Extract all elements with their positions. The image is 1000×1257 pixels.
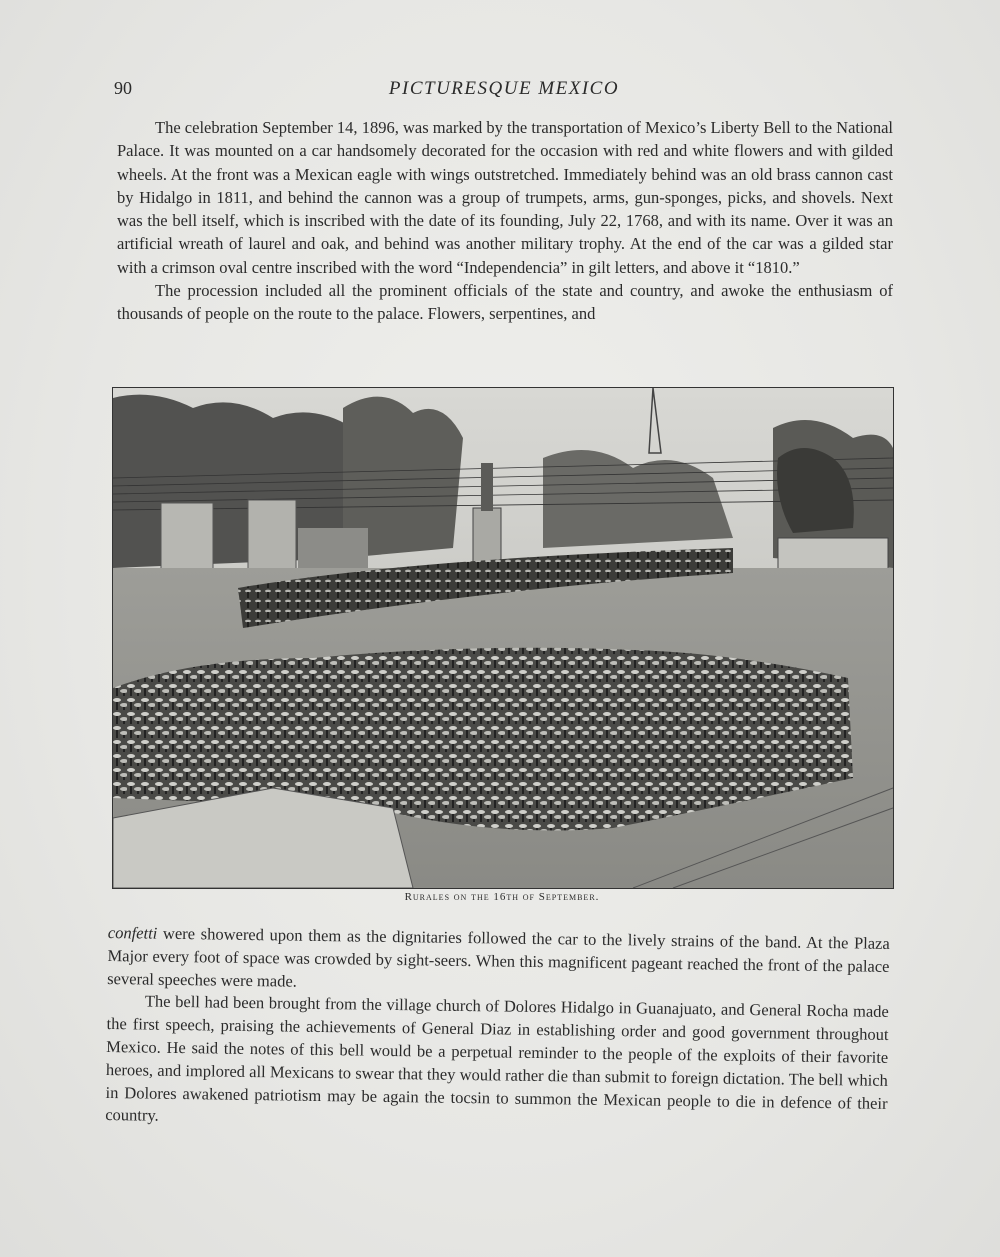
page-header — [114, 78, 894, 102]
paragraph: The celebration September 14, 1896, was marked by the transportation of Mexico’s Liberty Bell to the National Palace. It was mounted on a car handsomely decorated for the occasion with red and white flowers and with gilded wheels. At the front was a Mexican eagle with wings outstretched. Immediately behind was an old brass cannon cast by Hidalgo in 1811, and behind the cannon was a group of trumpets, arms, gun-sponges, picks, and shovels. Next was the bell itself, which is inscribed with the date of its founding, July 22, 1768, and with its name. Over it was an artificial wreath of laurel and oak, and behind was another military trophy. At the end of the car was a gilded star with a crimson oval centre inscribed with the word “Independencia” in gilt letters, and above it “1810.” — [117, 118, 893, 277]
paragraph-text: were showered upon them as the dignitaries followed the car to the lively strains of the band. At the Plaza Major every foot of space was crowded by sight-seers. When this magnificent pageant reached the front of the palace several speeches were made. — [107, 923, 890, 991]
paragraph — [107, 922, 890, 1001]
paragraph: The procession included all the prominent officials of the state and country, and awoke the enthusiasm of thousands of people on the route to the palace. Flowers, serpentines, and — [117, 281, 893, 324]
top-text-block — [117, 116, 893, 326]
running-title: PICTURESQUE MEXICO — [388, 78, 620, 99]
paragraph: The bell had been brought from the village church of Dolores Hidalgo in Guanajuato, and General Rocha made the first speech, praising the achievements of General Diaz in establishing order and good government throughout Mexico. He said the notes of this bell would be a perpetual reminder to the people of the exploits of their favorite heroes, and implored all Mexicans to swear that they would rather die than submit to foreign dictation. The bell which in Dolores awakened patriotism may be again the tocsin to summon the Mexican people to die in defence of their country. — [105, 991, 889, 1126]
figure-caption: Rurales on the 16th of September. — [404, 891, 600, 903]
page-number: 90 — [114, 78, 132, 98]
italic-word: confetti — [107, 922, 158, 943]
photograph-rurales-parade — [112, 387, 894, 889]
bottom-text-block — [105, 922, 890, 1138]
